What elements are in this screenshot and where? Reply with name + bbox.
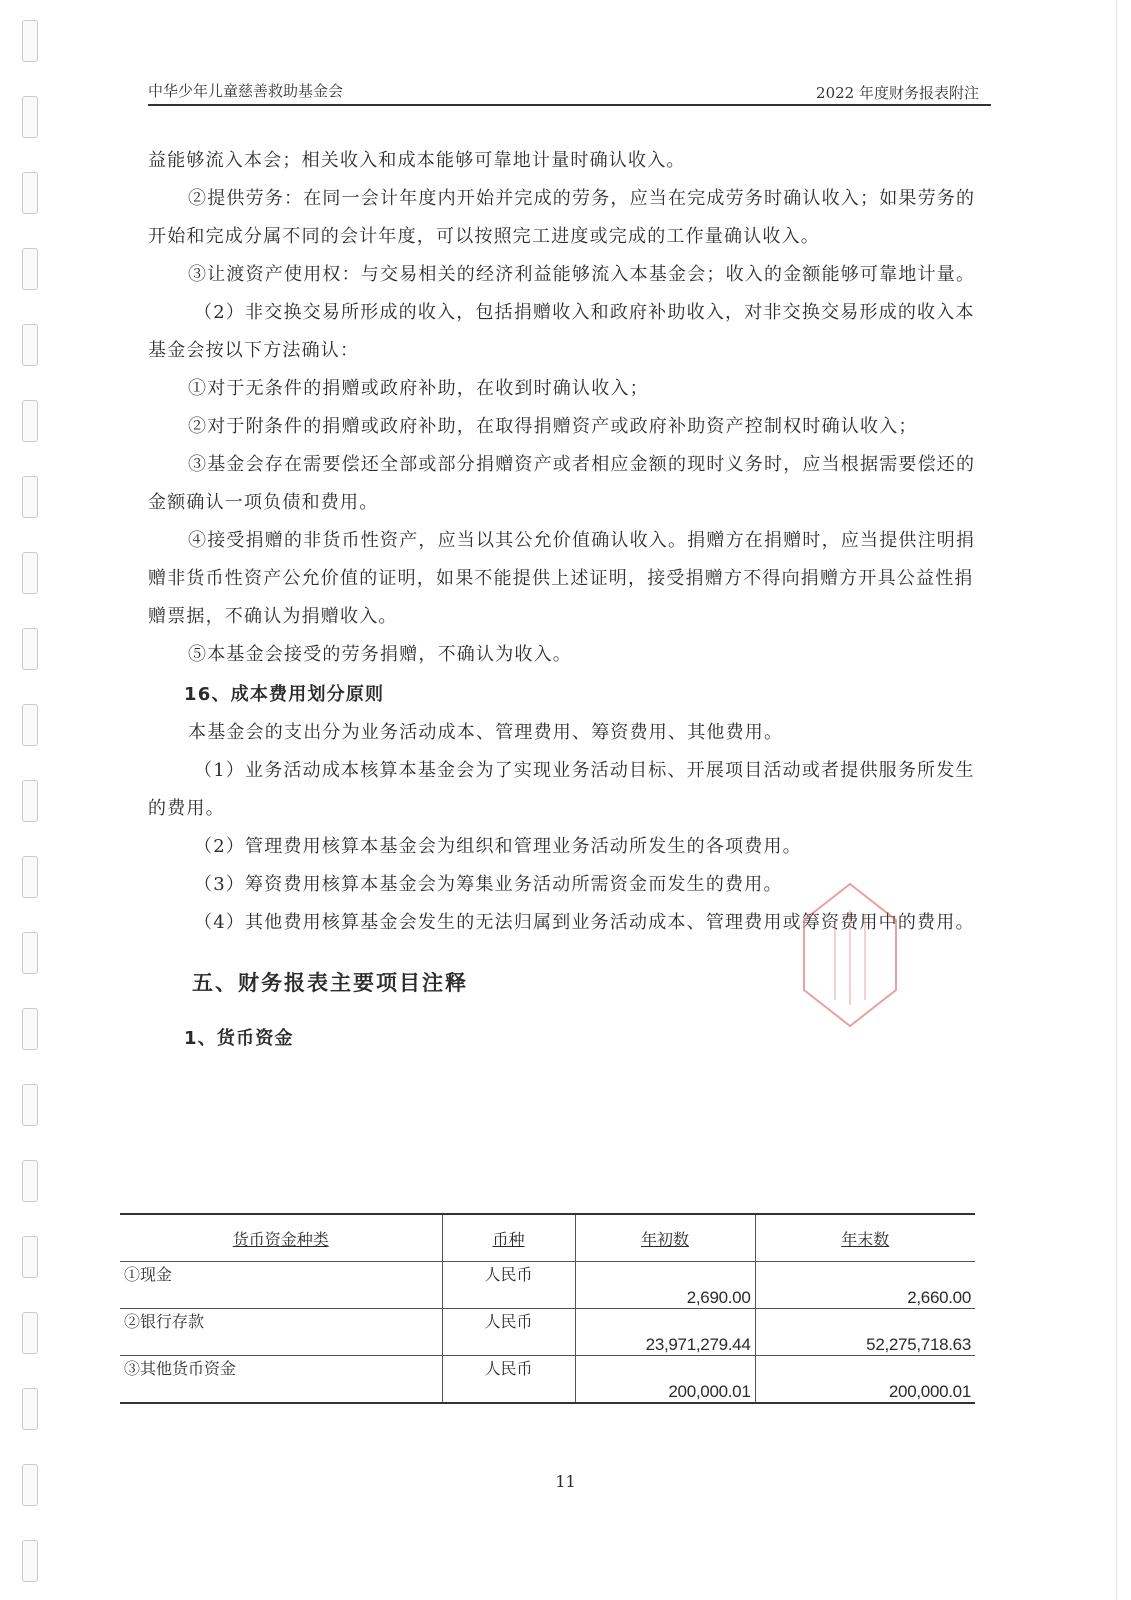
binder-hole [22, 324, 38, 366]
binder-hole [22, 628, 38, 670]
paragraph: ③基金会存在需要偿还全部或部分捐赠资产或者相应金额的现时义务时，应当根据需要偿还的金额确认一项负债和费用。 [148, 454, 976, 513]
paragraph: ④接受捐赠的非货币性资产，应当以其公允价值确认收入。捐赠方在捐赠时，应当提供注明捐赠非货币性资产公允价值的证明，如果不能提供上述证明，接受捐赠方不得向捐赠方开具公益性捐赠票据，不确认为捐赠收入。 [148, 530, 976, 627]
binder-hole [22, 1084, 38, 1126]
table-row [120, 1262, 975, 1309]
cell-end: 2,660.00 [755, 1262, 975, 1309]
binder-hole [22, 20, 38, 62]
paragraph: （1）业务活动成本核算本基金会为了实现业务活动目标、开展项目活动或者提供服务所发生的费用。 [148, 760, 975, 819]
page-edge [1116, 0, 1117, 1600]
column-header: 年末数 [755, 1214, 975, 1262]
cash-table [120, 1213, 975, 1404]
binder-hole [22, 780, 38, 822]
cell-kind: ③其他货币资金 [120, 1356, 442, 1404]
binder-hole [22, 1312, 38, 1354]
paragraph: ②对于附条件的捐赠或政府补助，在取得捐赠资产或政府补助资产控制权时确认收入； [188, 416, 918, 437]
paragraph: ⑤本基金会接受的劳务捐赠，不确认为收入。 [188, 644, 572, 665]
cell-begin: 2,690.00 [575, 1262, 755, 1309]
binder-hole [22, 552, 38, 594]
section-heading: 16、成本费用划分原则 [184, 684, 385, 705]
binder-hole [22, 248, 38, 290]
binder-hole [22, 932, 38, 974]
cell-end: 52,275,718.63 [755, 1309, 975, 1356]
paragraph: ①对于无条件的捐赠或政府补助，在收到时确认收入； [188, 378, 649, 399]
table-header-row [120, 1214, 975, 1262]
cell-currency: 人民币 [442, 1309, 575, 1356]
paragraph: ②提供劳务：在同一会计年度内开始并完成的劳务，应当在完成劳务时确认收入；如果劳务的开始和完成分属不同的会计年度，可以按照完工进度或完成的工作量确认收入。 [148, 188, 976, 247]
cell-kind: ①现金 [120, 1262, 442, 1309]
table-row [120, 1356, 975, 1404]
paragraph: （2）非交换交易所形成的收入，包括捐赠收入和政府补助收入，对非交换交易形成的收入本基金会按以下方法确认： [148, 302, 975, 361]
binder-hole [22, 400, 38, 442]
cell-currency: 人民币 [442, 1262, 575, 1309]
paragraph: （2）管理费用核算本基金会为组织和管理业务活动所发生的各项费用。 [194, 836, 802, 857]
binder-hole [22, 1236, 38, 1278]
page-header [148, 78, 991, 106]
page-number: 11 [555, 1472, 576, 1491]
binder-hole [22, 1540, 38, 1582]
column-header: 货币资金种类 [120, 1214, 442, 1262]
cell-begin: 23,971,279.44 [575, 1309, 755, 1356]
column-header: 币种 [442, 1214, 575, 1262]
cell-currency: 人民币 [442, 1356, 575, 1404]
binder-hole [22, 1388, 38, 1430]
paragraph: ③让渡资产使用权：与交易相关的经济利益能够流入本基金会；收入的金额能够可靠地计量。 [188, 264, 976, 285]
binder-hole [22, 856, 38, 898]
binder-hole [22, 1008, 38, 1050]
paragraph: 益能够流入本会；相关收入和成本能够可靠地计量时确认收入。 [148, 150, 686, 171]
binder-hole [22, 172, 38, 214]
binder-hole [22, 704, 38, 746]
header-org: 中华少年儿童慈善救助基金会 [148, 82, 344, 100]
paragraph: （3）筹资费用核算本基金会为筹集业务活动所需资金而发生的费用。 [194, 874, 783, 895]
subsection-heading: 1、货币资金 [184, 1028, 294, 1049]
cell-begin: 200,000.01 [575, 1356, 755, 1404]
cell-end: 200,000.01 [755, 1356, 975, 1404]
paragraph: 本基金会的支出分为业务活动成本、管理费用、筹资费用、其他费用。 [188, 722, 784, 743]
accounting-firm-seal [800, 880, 900, 1030]
binder-hole [22, 476, 38, 518]
column-header: 年初数 [575, 1214, 755, 1262]
paragraph: （4）其他费用核算基金会发生的无法归属到业务活动成本、管理费用或筹资费用中的费用。 [194, 912, 975, 933]
table-row [120, 1309, 975, 1356]
binder-hole [22, 96, 38, 138]
binder-hole [22, 1160, 38, 1202]
header-report-title: 2022 年度财务报表附注 [816, 84, 979, 102]
chapter-heading: 五、财务报表主要项目注释 [192, 971, 468, 995]
cell-kind: ②银行存款 [120, 1309, 442, 1356]
